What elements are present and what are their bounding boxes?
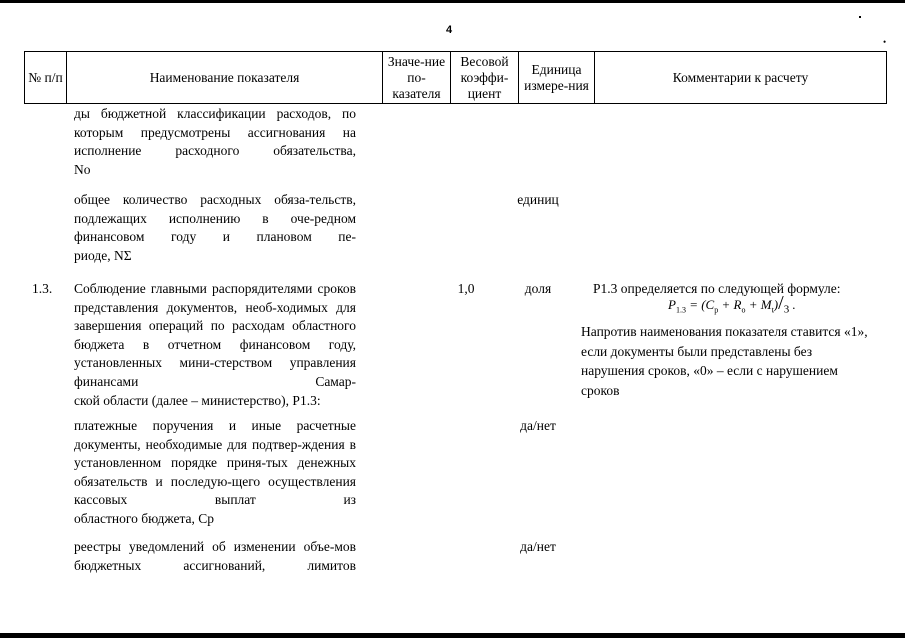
- table-header: [24, 51, 887, 104]
- row2-num: 1.3.: [32, 281, 53, 296]
- row0-name: [74, 105, 356, 179]
- row2-comment-intro: P1.3 определяется по следующей формуле:: [593, 281, 841, 296]
- row2-unit: доля: [524, 281, 552, 296]
- row4-unit: да/нет: [520, 539, 556, 554]
- row1-name: [74, 191, 356, 265]
- top-border-line: [0, 0, 905, 3]
- row1-name-last: риоде, NΣ: [74, 247, 132, 263]
- bottom-border-line: [0, 633, 905, 638]
- row1-unit: единиц: [517, 192, 559, 207]
- row2-formula: $P_{1.3} = (C_p + R_o + M_t)/_3$ .: [668, 292, 796, 316]
- row2-name-text: Соблюдение главными распорядителями сроков представления документов, необ-ходимых для завершения операций по расходам областного бюджета в отчетном финансовом году, установленных мини-стерством управления финансами Самар-: [74, 281, 356, 389]
- row4-name-text: реестры уведомлений об изменении объе-мов бюджетных ассигнований, лимитов: [74, 539, 356, 573]
- row2-comment: Напротив наименования показателя ставится «1», если документы были представлены без нарушения сроков, «0» – если с нарушением сроков: [581, 324, 868, 398]
- row3-name-last: областного бюджета, Cp: [74, 510, 215, 526]
- corner-mark: [859, 16, 861, 18]
- header-weight: Весовой коэффи-циент: [451, 52, 519, 104]
- header-value: Значе-ние по-казателя: [383, 52, 451, 104]
- header-num: № п/п: [25, 52, 67, 104]
- page-number: 4: [446, 24, 453, 36]
- row3-name: [74, 417, 356, 529]
- row3-unit: да/нет: [520, 418, 556, 433]
- row2-weight: 1,0: [457, 281, 475, 296]
- header-name: Наименование показателя: [67, 52, 383, 104]
- page-corner-mark: •: [883, 37, 887, 47]
- row2-name: [74, 280, 356, 410]
- header-comment: Комментарии к расчету: [595, 52, 887, 104]
- header-unit: Единица измере-ния: [519, 52, 595, 104]
- row4-name: [74, 538, 356, 575]
- row2-name-last: ской области (далее – министерство), P1.3:: [74, 392, 321, 408]
- row3-name-text: платежные поручения и иные расчетные документы, необходимые для подтвер-ждения в установленном порядке приня-тых денежных обязательств и последую-щего осуществления кассовых выплат из: [74, 418, 356, 508]
- row0-name-last: No: [74, 161, 91, 177]
- row0-name-text: ды бюджетной классификации расходов, по которым предусмотрены ассигнования на исполнение расходного обязательства,: [74, 106, 356, 159]
- row1-name-text: общее количество расходных обяза-тельств, подлежащих исполнению в оче-редном финансовом году и плановом пе-: [74, 192, 356, 245]
